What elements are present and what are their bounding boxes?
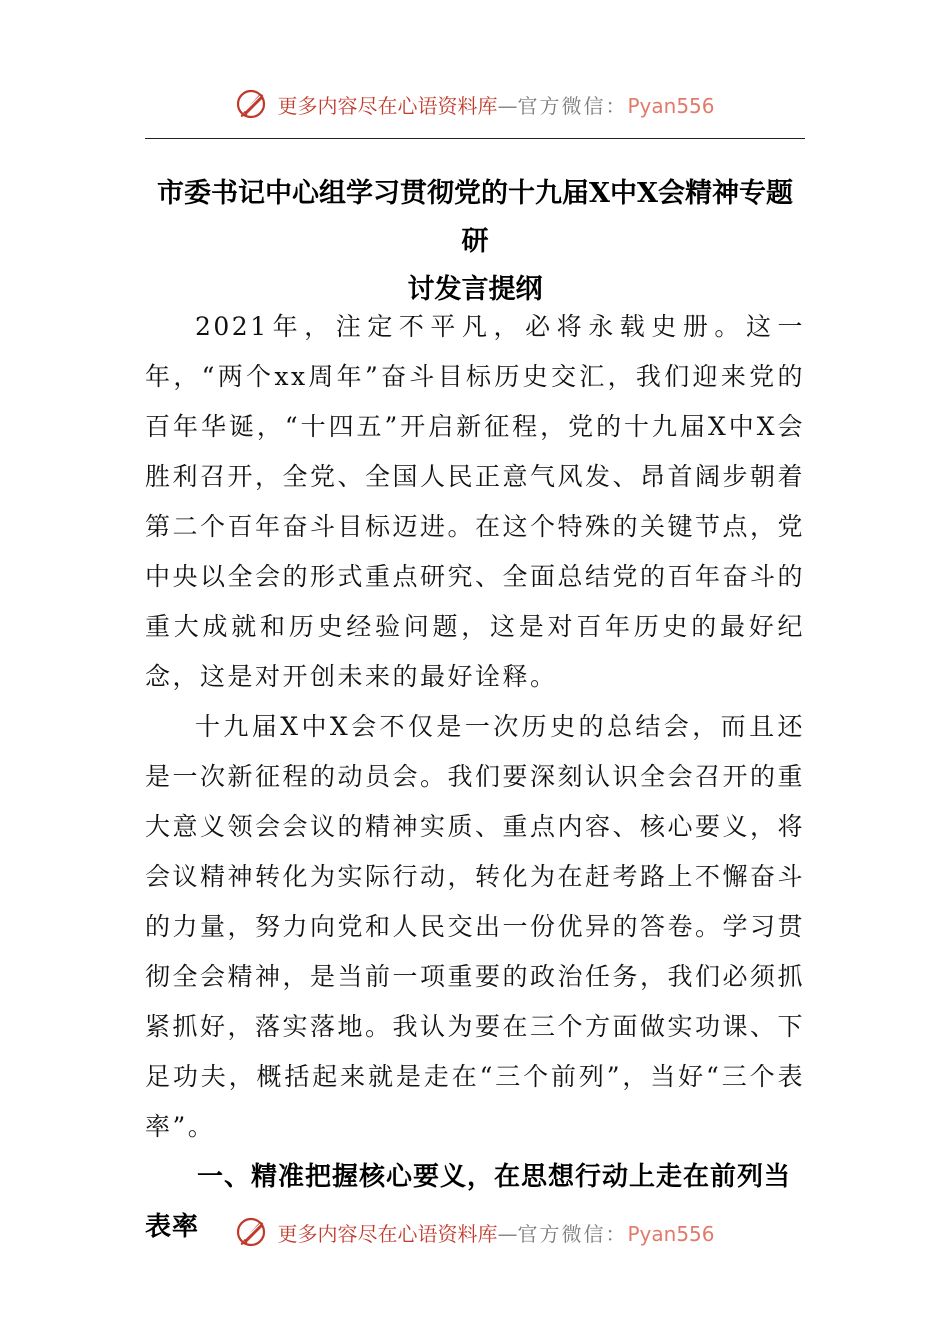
quill-pen-logo-icon	[235, 1215, 269, 1249]
document-title	[145, 170, 805, 314]
banner-wechat-id: Pyan556	[627, 93, 715, 118]
banner-text	[277, 90, 714, 119]
footer-banner-text	[277, 1218, 714, 1247]
banner-contact-label: 官方微信：	[517, 93, 628, 118]
footer-wechat-id: Pyan556	[627, 1221, 715, 1246]
header-divider	[145, 138, 805, 139]
footer-banner	[0, 1210, 950, 1254]
banner-dash: —	[497, 93, 518, 118]
document-body	[145, 302, 805, 1252]
banner-site-text: 更多内容尽在心语资料库	[277, 93, 498, 118]
footer-dash: —	[497, 1221, 518, 1246]
footer-contact-label: 官方微信：	[517, 1221, 628, 1246]
title-line-2: 讨发言提纲	[407, 274, 543, 305]
footer-site-text: 更多内容尽在心语资料库	[277, 1221, 498, 1246]
header-banner	[0, 82, 950, 126]
title-line-1: 市委书记中心组学习贯彻党的十九届X中X会精神专题研	[157, 178, 793, 257]
quill-pen-logo-icon	[235, 87, 269, 121]
section-heading-1: 一、精准把握核心要义，在思想行动上走在前列当表率	[145, 1162, 792, 1242]
paragraph-2: 十九届X中X会不仅是一次历史的总结会，而且还是一次新征程的动员会。我们要深刻认识全会召开的重大意义领会会议的精神实质、重点内容、核心要义，将会议精神转化为实际行动，转化为在赶考路上不懈奋斗的力量，努力向党和人民交出一份优异的答卷。学习贯彻全会精神，是当前一项重要的政治任务，我们必须抓紧抓好，落实落地。我认为要在三个方面做实功课、下足功夫，概括起来就是走在“三个前列”，当好“三个表率”。	[145, 712, 806, 1141]
paragraph-1: 2021年，注定不平凡，必将永载史册。这一年，“两个xx周年”奋斗目标历史交汇，我们迎来党的百年华诞，“十四五”开启新征程，党的十九届X中X会胜利召开，全党、全国人民正意气风发、昂首阔步朝着第二个百年奋斗目标迈进。在这个特殊的关键节点，党中央以全会的形式重点研究、全面总结党的百年奋斗的重大成就和历史经验问题，这是对百年历史的最好纪念，这是对开创未来的最好诠释。	[145, 312, 806, 691]
